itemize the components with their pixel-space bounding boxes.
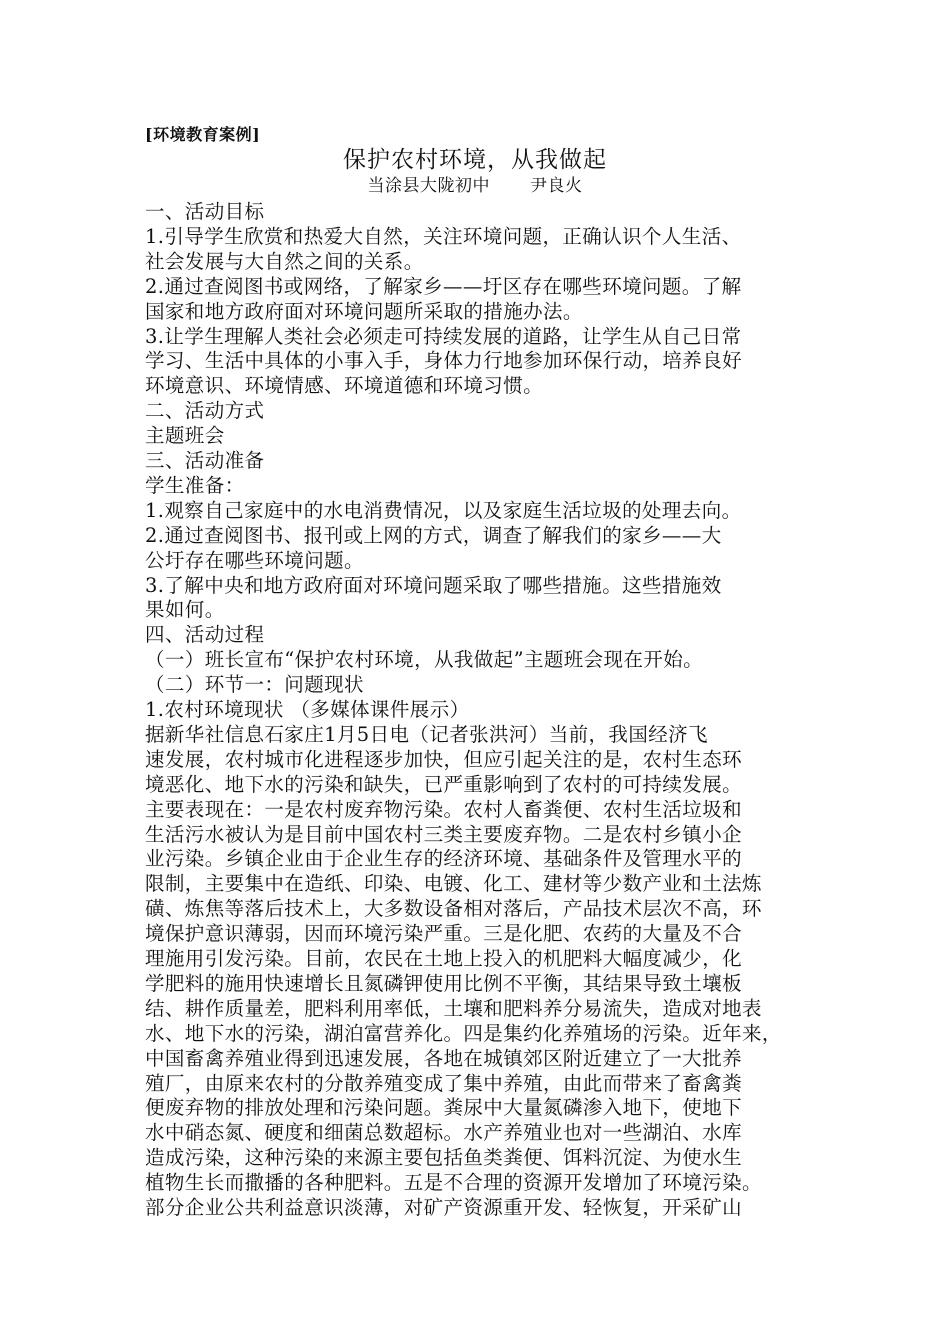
body-line: 生活污水被认为是目前中国农村三类主要废弃物。二是农村乡镇小企	[145, 822, 743, 846]
body-line: 据新华社信息石家庄1月5日电（记者张洪河）当前，我国经济飞	[145, 722, 708, 746]
body-line: 部分企业公共利益意识淡薄，对矿产资源重开发、轻恢复，开采矿山	[145, 1196, 743, 1219]
body-line: 水中硝态氮、硬度和细菌总数超标。水产养殖业也对一些湖泊、水库	[145, 1121, 743, 1145]
body-line: 中国畜禽养殖业得到迅速发展，各地在城镇郊区附近建立了一大批养	[145, 1046, 743, 1070]
body-line: 社会发展与大自然之间的关系。	[145, 249, 424, 273]
body-line: 果如何。	[145, 598, 225, 622]
body-line: 业污染。乡镇企业由于企业生存的经济环境、基础条件及管理水平的	[145, 847, 743, 871]
document-title: 保护农村环境，从我做起	[343, 147, 607, 173]
body-line: （一）班长宣布“保护农村环境，从我做起”主题班会现在开始。	[145, 648, 704, 672]
body-line: 3.了解中央和地方政府面对环境问题采取了哪些措施。这些措施效	[145, 573, 722, 597]
body-line: 主要表现在：一是农村废弃物污染。农村人畜粪便、农村生活垃圾和	[145, 797, 743, 821]
body-line: 1.农村环境现状 （多媒体课件展示）	[145, 698, 470, 721]
document-tag: [环境教育案例]	[145, 125, 261, 144]
body-line: 2.通过查阅图书或网络，了解家乡——圩区存在哪些环境问题。了解	[145, 274, 742, 298]
body-line: 3.让学生理解人类社会必须走可持续发展的道路，让学生从自己日常	[145, 324, 742, 348]
body-line: 1.引导学生欣赏和热爱大自然，关注环境问题，正确认识个人生活、	[145, 224, 742, 248]
author-name: 尹良火	[530, 176, 583, 196]
body-line: 学生准备：	[145, 473, 245, 497]
body-line: 水、地下水的污染，湖泊富营养化。四是集约化养殖场的污染。近年来，	[145, 1021, 782, 1045]
body-line: 2.通过查阅图书、报刊或上网的方式，调查了解我们的家乡——大	[145, 523, 722, 547]
body-line: 限制，主要集中在造纸、印染、电镀、化工、建材等少数产业和土法炼	[145, 872, 762, 896]
body-line: 造成污染，这种污染的来源主要包括鱼类粪便、饵料沉淀、为使水生	[145, 1146, 743, 1170]
body-line: 学肥料的施用快速增长且氮磷钾使用比例不平衡，其结果导致土壤板	[145, 971, 743, 995]
body-line: 二、活动方式	[145, 399, 265, 423]
body-line: 植物生长而撒播的各种肥料。五是不合理的资源开发增加了环境污染。	[145, 1171, 762, 1195]
body-line: 殖厂，由原来农村的分散养殖变成了集中养殖，由此而带来了畜禽粪	[145, 1071, 743, 1095]
body-line: 四、活动过程	[145, 623, 265, 647]
body-line: 主题班会	[145, 424, 225, 448]
document-author	[0, 175, 950, 197]
body-line: 结、耕作质量差，肥料利用率低，土壤和肥料养分易流失，造成对地表	[145, 996, 762, 1020]
body-line: 国家和地方政府面对环境问题所采取的措施办法。	[145, 299, 583, 323]
body-line: 境恶化、地下水的污染和缺失，已严重影响到了农村的可持续发展。	[145, 772, 743, 796]
body-line: 一、活动目标	[145, 200, 265, 223]
body-line: 1.观察自己家庭中的水电消费情况，以及家庭生活垃圾的处理去向。	[145, 498, 742, 522]
body-line: （二）环节一：问题现状	[145, 673, 364, 697]
body-line: 磺、炼焦等落后技术上，大多数设备相对落后，产品技术层次不高，环	[145, 897, 762, 921]
body-line: 三、活动准备	[145, 449, 265, 472]
body-line: 公圩存在哪些环境问题。	[145, 548, 364, 572]
body-line: 境保护意识薄弱，因而环境污染严重。三是化肥、农药的大量及不合	[145, 922, 743, 946]
body-line: 便废弃物的排放处理和污染问题。粪尿中大量氮磷渗入地下，使地下	[145, 1096, 743, 1120]
author-school: 当涂县大陇初中	[367, 176, 490, 196]
body-line: 环境意识、环境情感、环境道德和环境习惯。	[145, 374, 544, 398]
body-line: 速发展，农村城市化进程逐步加快，但应引起关注的是，农村生态环	[145, 747, 743, 771]
body-line: 学习、生活中具体的小事入手，身体力行地参加环保行动，培养良好	[145, 349, 743, 373]
body-line: 理施用引发污染。目前，农民在土地上投入的机肥料大幅度减少，化	[145, 947, 743, 970]
